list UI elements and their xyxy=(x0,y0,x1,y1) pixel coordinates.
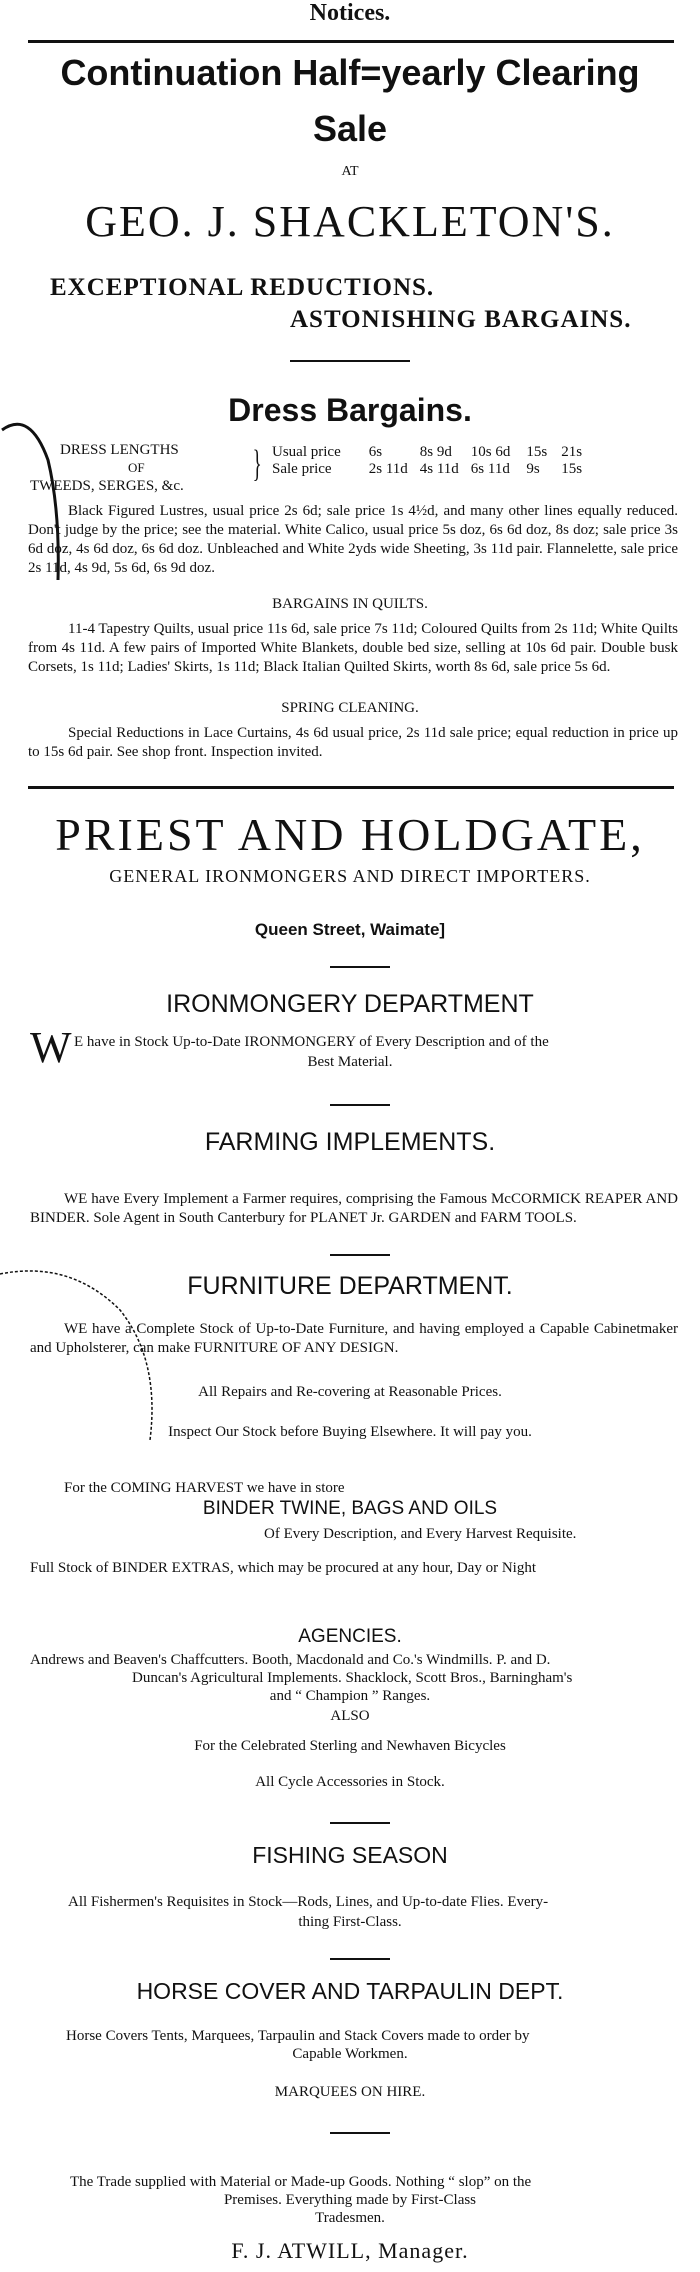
sale-price: 6s 11d xyxy=(470,461,510,477)
price-table xyxy=(272,444,589,478)
sale-price: 2s 11d xyxy=(368,461,408,477)
agencies-line2: Duncan's Agricultural Implements. Shacklock, Scott Bros., Barningham's xyxy=(132,1670,573,1686)
firm-name: PRIEST AND HOLDGATE, xyxy=(55,809,645,860)
divider xyxy=(290,360,410,362)
ink-scratch-mark xyxy=(0,1250,180,1450)
fishing-line2: thing First-Class. xyxy=(298,1914,402,1930)
dress-label-2: OF xyxy=(128,460,145,475)
bicycles-line: For the Celebrated Sterling and Newhaven Bicycles xyxy=(194,1738,506,1754)
binder-extras: Full Stock of BINDER EXTRAS, which may be procured at any hour, Day or Night xyxy=(30,1560,536,1576)
usual-price: 10s 6d xyxy=(470,444,511,460)
furniture-inspect: Inspect Our Stock before Buying Elsewhere. It will pay you. xyxy=(168,1424,532,1440)
trade-line1: The Trade supplied with Material or Made-up Goods. Nothing “ slop” on the xyxy=(70,2174,532,2190)
dress-label-1: DRESS LENGTHS xyxy=(60,442,179,458)
usual-price: 21s xyxy=(561,444,583,460)
sale-price: 9s xyxy=(526,461,540,477)
spring-paragraph: Special Reductions in Lace Curtains, 4s 6d usual price, 2s 11d sale price; equal reduction in price up to 15s 6d pair. See shop front. Inspection invited. xyxy=(28,725,678,760)
usual-price-row xyxy=(272,444,589,461)
at-label: AT xyxy=(341,164,359,179)
dress-label-3: TWEEDS, SERGES, &c. xyxy=(30,478,184,494)
furniture-heading: FURNITURE DEPARTMENT. xyxy=(187,1272,513,1300)
agencies-line3: and “ Champion ” Ranges. xyxy=(269,1688,431,1704)
brace: } xyxy=(252,443,262,485)
furniture-paragraph: WE have a Complete Stock of Up-to-Date Furniture, and having employed a Capable Cabinetmaker and Upholsterer, can make FURNITURE OF ANY DESIGN. xyxy=(30,1321,678,1356)
divider xyxy=(330,1958,390,1960)
tagline-reductions: EXCEPTIONAL REDUCTIONS. xyxy=(50,274,435,301)
firm-address: Queen Street, Waimate] xyxy=(254,920,446,939)
harvest-sub: Of Every Description, and Every Harvest Requisite. xyxy=(264,1526,577,1542)
advert-separator xyxy=(28,786,674,789)
ironmongery-line1: E have in Stock Up-to-Date IRONMONGERY of Every Description and of the xyxy=(74,1034,549,1050)
store-name: GEO. J. SHACKLETON'S. xyxy=(85,197,615,246)
harvest-intro: For the COMING HARVEST we have in store xyxy=(64,1480,345,1496)
tagline-bargains: ASTONISHING BARGAINS. xyxy=(290,306,632,333)
sale-price-row xyxy=(272,461,589,478)
ironmongery-line2: Best Material. xyxy=(307,1054,393,1070)
sale-price: 4s 11d xyxy=(419,461,459,477)
sale-title-line1: Continuation Half=yearly Clearing xyxy=(60,52,640,93)
agencies-line1: Andrews and Beaven's Chaffcutters. Booth, Macdonald and Co.'s Windmills. P. and D. xyxy=(30,1652,551,1668)
farming-heading: FARMING IMPLEMENTS. xyxy=(204,1128,496,1156)
harvest-heading: BINDER TWINE, BAGS AND OILS xyxy=(202,1498,498,1519)
usual-price: 6s xyxy=(368,444,383,460)
sale-price-label: Sale price xyxy=(272,461,332,477)
divider xyxy=(330,1104,390,1106)
usual-price-label: Usual price xyxy=(272,444,341,460)
dress-heading: Dress Bargains. xyxy=(228,392,472,428)
spring-heading: SPRING CLEANING. xyxy=(281,700,419,716)
farming-paragraph: WE have Every Implement a Farmer requires, comprising the Famous McCORMICK REAPER AND BINDER. Sole Agent in South Canterbury for PLANET Jr. GARDEN and FARM TOOLS. xyxy=(30,1191,678,1226)
horse-line2: Capable Workmen. xyxy=(292,2046,408,2062)
dress-paragraph: Black Figured Lustres, usual price 2s 6d; sale price 1s 4½d, and many other lines equally reduced. Don't judge by the price; see the material. White Calico, usual price 5s doz, 6s 6d doz, 8s doz; sale price 3s 6d doz, 4s 6d doz, 6s 6d doz. Unbleached and White 2yds wide Sheeting, 3s 11d pair. Flannelette, sale price 2s 11d, 4s 9d, 5s 6d, 6s 9d doz. xyxy=(28,503,678,576)
divider xyxy=(330,1254,390,1256)
divider xyxy=(330,966,390,968)
quilts-heading: BARGAINS IN QUILTS. xyxy=(272,596,428,612)
divider xyxy=(330,2132,390,2134)
fishing-line1: All Fishermen's Requisites in Stock—Rods, Lines, and Up-to-date Flies. Every- xyxy=(68,1894,549,1910)
cycle-accessories: All Cycle Accessories in Stock. xyxy=(255,1774,445,1790)
manager-signature: F. J. ATWILL, Manager. xyxy=(231,2238,469,2263)
top-rule xyxy=(28,40,674,43)
usual-price: 8s 9d xyxy=(419,444,452,460)
horse-heading: HORSE COVER AND TARPAULIN DEPT. xyxy=(136,1978,564,2004)
ironmongery-heading: IRONMONGERY DEPARTMENT xyxy=(166,990,534,1018)
ink-scratch-mark xyxy=(0,400,80,620)
usual-price: 15s xyxy=(526,444,548,460)
sale-title-line2: Sale xyxy=(312,108,388,149)
also-label: ALSO xyxy=(330,1708,370,1724)
quilts-paragraph: 11-4 Tapestry Quilts, usual price 11s 6d, sale price 7s 11d; Coloured Quilts from 2s 11d; White Quilts from 4s 11d. A few pairs of Imported White Blankets, double bed size, selling at 10s 6d pair. Double busk Corsets, 1s 11d; Ladies' Skirts, 1s 11d; Black Italian Quilted Skirts, worth 8s 6d, sale price 5s 6d. xyxy=(28,621,678,675)
section-title: Notices. xyxy=(309,0,391,26)
sale-price: 15s xyxy=(561,461,583,477)
trade-line2: Premises. Everything made by First-Class xyxy=(223,2192,477,2208)
divider xyxy=(330,1822,390,1824)
agencies-heading: AGENCIES. xyxy=(298,1626,402,1647)
trade-line3: Tradesmen. xyxy=(315,2210,385,2226)
horse-line1: Horse Covers Tents, Marquees, Tarpaulin and Stack Covers made to order by xyxy=(66,2028,530,2044)
fishing-heading: FISHING SEASON xyxy=(252,1842,448,1868)
firm-subtitle: GENERAL IRONMONGERS AND DIRECT IMPORTERS. xyxy=(109,866,591,886)
furniture-repairs: All Repairs and Re-covering at Reasonable Prices. xyxy=(198,1384,502,1400)
drop-cap: W xyxy=(30,1023,72,1072)
marquees-line: MARQUEES ON HIRE. xyxy=(274,2084,426,2100)
